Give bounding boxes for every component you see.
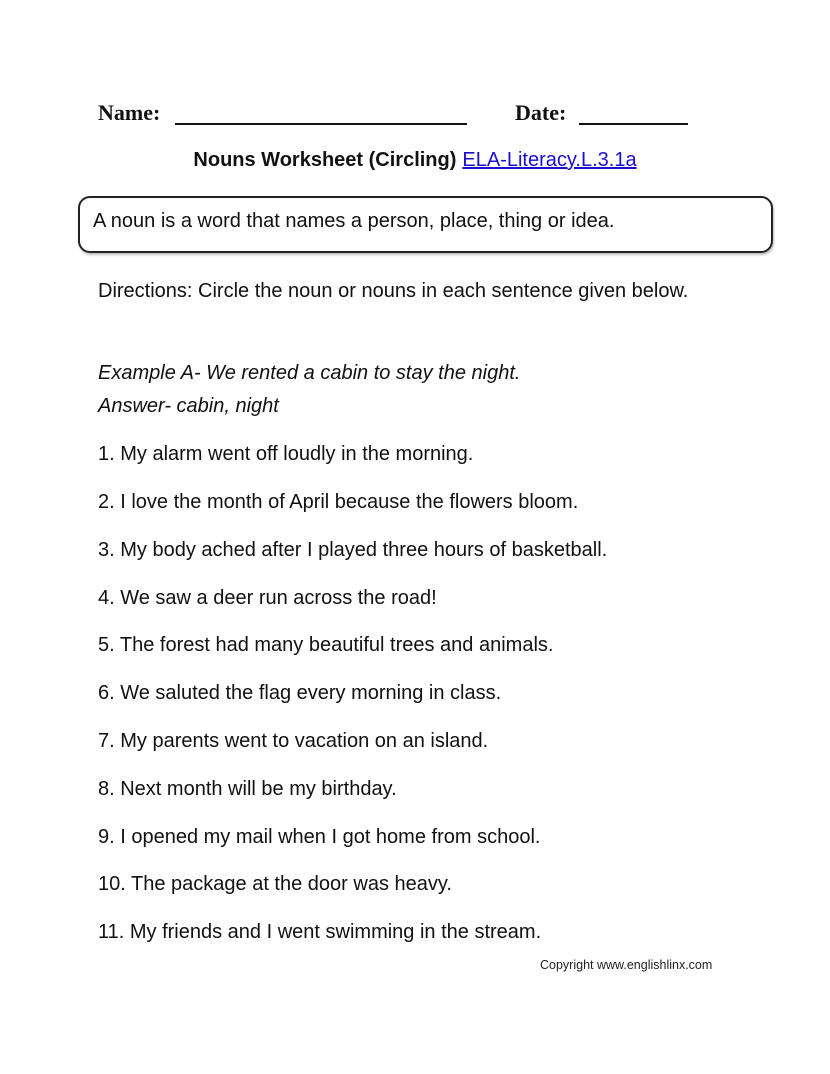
header-row (98, 97, 738, 129)
date-label: Date: (515, 100, 567, 125)
sentence-item: 1. My alarm went off loudly in the morning. (98, 443, 474, 465)
directions-text: Directions: Circle the noun or nouns in each sentence given below. (98, 280, 689, 302)
example-answer: Answer- cabin, night (98, 395, 279, 417)
sentence-item: 8. Next month will be my birthday. (98, 778, 397, 800)
sentence-item: 3. My body ached after I played three hours of basketball. (98, 539, 608, 561)
title-text: Nouns Worksheet (Circling) (193, 149, 457, 171)
sentence-item: 11. My friends and I went swimming in the stream. (98, 921, 542, 943)
worksheet-title (0, 146, 830, 174)
sentence-item: 6. We saluted the flag every morning in class. (98, 682, 502, 704)
name-label: Name: (98, 100, 161, 125)
example-sentence: Example A- We rented a cabin to stay the night. (98, 362, 521, 384)
copyright-text: Copyright www.englishlinx.com (540, 958, 713, 972)
definition-text: A noun is a word that names a person, place, thing or idea. (93, 210, 615, 232)
date-blank-line (579, 123, 688, 125)
definition-box (78, 196, 773, 253)
sentence-item: 7. My parents went to vacation on an island. (98, 730, 489, 752)
sentence-item: 5. The forest had many beautiful trees and animals. (98, 634, 554, 656)
sentence-item: 9. I opened my mail when I got home from school. (98, 826, 541, 848)
name-blank-line (175, 123, 467, 125)
sentence-item: 10. The package at the door was heavy. (98, 873, 452, 895)
standard-link[interactable]: ELA-Literacy.L.3.1a (462, 149, 637, 171)
sentence-item: 4. We saw a deer run across the road! (98, 587, 437, 609)
sentence-item: 2. I love the month of April because the flowers bloom. (98, 491, 579, 513)
